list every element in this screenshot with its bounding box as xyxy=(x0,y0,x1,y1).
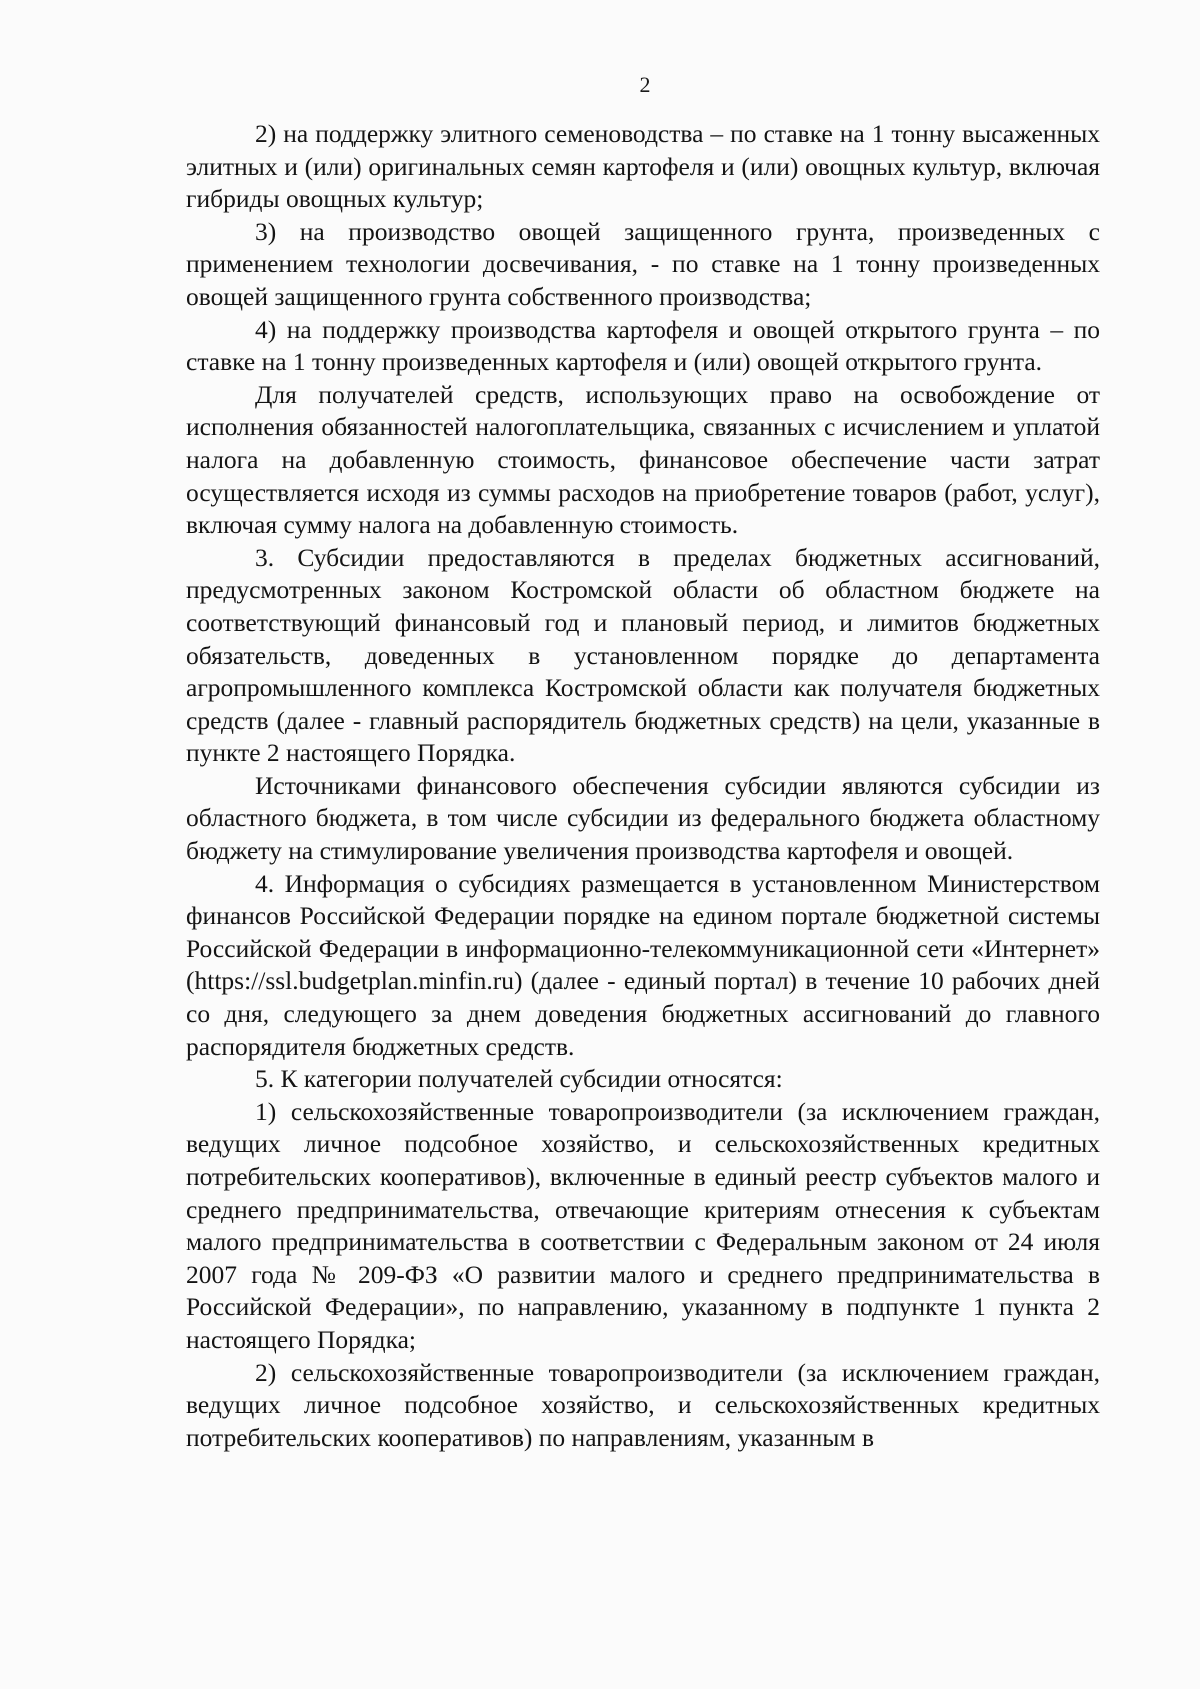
paragraph-section-4-information: 4. Информация о субсидиях размещается в установленном Министерством финансов Российской Федерации порядке на едином портале бюджетной системы Российской Федерации в информационно-телекоммуникационной сети «Интернет» (https://ssl.budgetplan.minfin.ru) (далее - единый портал) в течение 10 рабочих дней со дня, следующего за днем доведения бюджетных ассигнований до главного распорядителя бюджетных средств. xyxy=(186,868,1100,1061)
paragraph-item-2-elite-seeds: 2) на поддержку элитного семеноводства – по ставке на 1 тонну высаженных элитных и (или) оригинальных семян картофеля и (или) овощных культур, включая гибриды овощных культур; xyxy=(186,119,1100,214)
document-body xyxy=(186,118,1100,1454)
paragraph-recipients-item-2: 2) сельскохозяйственные товаропроизводители (за исключением граждан, ведущих личное подсобное хозяйство, и сельскохозяйственных кредитных потребительских кооперативов) по направлениям, указанным в xyxy=(186,1357,1100,1452)
paragraph-section-3-budget-limits: 3. Субсидии предоставляются в пределах бюджетных ассигнований, предусмотренных законом Костромской области об областном бюджете на соответствующий финансовый год и плановый период, и лимитов бюджетных обязательств, доведенных в установленном порядке до департамента агропромышленного комплекса Костромской области как получателя бюджетных средств (далее - главный распорядитель бюджетных средств) на цели, указанные в пункте 2 настоящего Порядка. xyxy=(186,542,1100,768)
paragraph-item-3-greenhouse-vegetables: 3) на производство овощей защищенного грунта, произведенных с применением технологии досвечивания, - по ставке на 1 тонну произведенных овощей защищенного грунта собственного производства; xyxy=(186,216,1100,311)
page-number: 2 xyxy=(639,72,651,97)
paragraph-item-4-open-ground: 4) на поддержку производства картофеля и овощей открытого грунта – по ставке на 1 тонну произведенных картофеля и (или) овощей открытого грунта. xyxy=(186,314,1100,377)
paragraph-recipients-item-1: 1) сельскохозяйственные товаропроизводители (за исключением граждан, ведущих личное подсобное хозяйство, и сельскохозяйственных кредитных потребительских кооперативов), включенные в единый реестр субъектов малого и среднего предпринимательства, отвечающие критериям отнесения к субъектам малого предпринимательства в соответствии с Федеральным законом от 24 июля 2007 года № 209-ФЗ «О развитии малого и среднего предпринимательства в Российской Федерации», по направлению, указанному в подпункте 1 пункта 2 настоящего Порядка; xyxy=(186,1096,1100,1354)
paragraph-vat-exemption: Для получателей средств, использующих право на освобождение от исполнения обязанностей налогоплательщика, связанных с исчислением и уплатой налога на добавленную стоимость, финансовое обеспечение части затрат осуществляется исходя из суммы расходов на приобретение товаров (работ, услуг), включая сумму налога на добавленную стоимость. xyxy=(186,379,1100,540)
paragraph-section-5-heading: 5. К категории получателей субсидии относятся: xyxy=(255,1064,783,1094)
paragraph-funding-sources: Источниками финансового обеспечения субсидии являются субсидии из областного бюджета, в том числе субсидии из федерального бюджета областному бюджету на стимулирование увеличения производства картофеля и овощей. xyxy=(186,770,1100,866)
